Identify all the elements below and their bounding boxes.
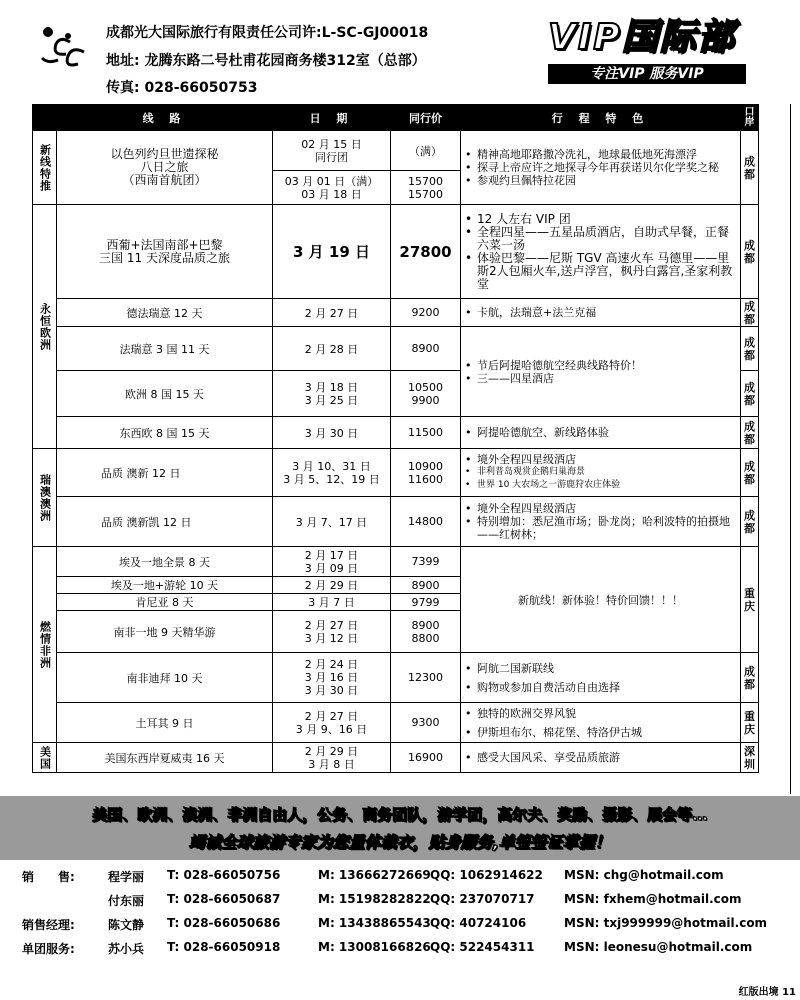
contact-name: 程学丽 <box>108 870 145 884</box>
contact-role: 单团服务: <box>22 942 75 956</box>
group-label: 燃情非洲 <box>33 547 57 743</box>
contact-msn: MSN: chg@hotmail.com <box>564 868 724 882</box>
company-logo-icon <box>38 20 98 72</box>
price-cell: 15700 15700 <box>391 171 461 205</box>
city-cell: 深圳 <box>741 743 759 773</box>
contact-tel: T: 028-66050918 <box>167 940 281 954</box>
date-cell: 02 月 15 日 同行团 <box>273 131 391 171</box>
group-label: 美国 <box>33 743 57 773</box>
route-cell: 以色列约旦世遗探秘 八日之旅 （西南首航团） <box>57 131 273 205</box>
route-cell: 法瑞意 3 国 11 天 <box>57 327 273 371</box>
contact-row <box>22 864 792 888</box>
price-cell: 8900 8800 <box>391 611 461 653</box>
price-cell: 16900 <box>391 743 461 773</box>
city-cell: 重庆 <box>741 547 759 653</box>
route-cell: 美国东西岸夏威夷 16 天 <box>57 743 273 773</box>
date-cell: 2 月 27 日 3 月 12 日 <box>273 611 391 653</box>
feature-cell: 新航线！新体验！特价回馈！！！ <box>461 547 741 653</box>
header-price: 同行价 <box>391 105 461 131</box>
price-cell: 10500 9900 <box>391 371 461 417</box>
contact-msn: MSN: fxhem@hotmail.com <box>564 892 742 906</box>
date-cell: 2 月 24 日 3 月 16 日 3 月 30 日 <box>273 653 391 703</box>
route-cell: 埃及一地全景 8 天 <box>57 547 273 577</box>
date-cell: 3 月 7、17 日 <box>273 497 391 547</box>
table-row <box>33 497 759 547</box>
price-cell: 9300 <box>391 703 461 743</box>
date-cell: 3 月 30 日 <box>273 417 391 449</box>
date-cell: 3 月 10、31 日 3 月 5、12、19 日 <box>273 449 391 497</box>
city-cell: 成都 <box>741 205 759 299</box>
feature-cell: • 12 人左右 VIP 团 • 全程四星——五星品质酒店，自助式早餐，正餐六菜一汤 • 体验巴黎——尼斯 TGV 高速火车 马德里——里斯2人包厢火车,送卢浮宫，枫丹白露宫,圣家利教堂 <box>461 205 741 299</box>
price-cell: 9200 <box>391 299 461 327</box>
feature-cell: • 境外全程四星级酒店 • 特别增加：悉尼渔市场；卧龙岗；哈利波特的拍摄地——红树林； <box>461 497 741 547</box>
route-cell: 南非一地 9 天精华游 <box>57 611 273 653</box>
table-row <box>33 703 759 743</box>
contact-name: 付东丽 <box>108 894 145 908</box>
city-cell: 成都 <box>741 327 759 371</box>
banner-services: 美国、欧洲、澳洲、非洲自由人，公务、商务团队，游学团，高尔夫、奖励、摄影、展会等… <box>92 806 708 824</box>
route-cell: 西葡+法国南部+巴黎 三国 11 天深度品质之旅 <box>57 205 273 299</box>
feature-cell: • 节后阿提哈德航空经典线路特价！ • 三——四星酒店 <box>461 327 741 417</box>
contact-tel: T: 028-66050686 <box>167 916 281 930</box>
company-name: 成都光大国际旅行有限责任公司许:L-SC-GJ00018 <box>106 25 429 41</box>
date-cell: 3 月 19 日 <box>273 205 391 299</box>
price-cell: 9799 <box>391 594 461 611</box>
banner-slogan: 竭诚全球旅游专家为您量体裁衣，贴身服务,单签签证掌握！ <box>188 833 612 852</box>
price-cell: 8900 <box>391 327 461 371</box>
feature-cell: • 感受大国风采、享受品质旅游 <box>461 743 741 773</box>
table-header-row <box>33 105 759 131</box>
table-row <box>33 205 759 299</box>
route-cell: 南非迪拜 10 天 <box>57 653 273 703</box>
table-row <box>33 131 759 171</box>
feature-cell: • 独特的欧洲交界风貌 • 伊斯坦布尔、棉花堡、特洛伊古城 <box>461 703 741 743</box>
route-cell: 埃及一地+游轮 10 天 <box>57 577 273 594</box>
city-cell: 成都 <box>741 131 759 205</box>
route-cell: 品质 澳新凯 12 日 <box>57 497 273 547</box>
header-city: 口岸 <box>741 105 759 131</box>
city-cell: 成都 <box>741 449 759 497</box>
contact-list <box>22 864 792 960</box>
contact-msn: MSN: leonesu@hotmail.com <box>564 940 753 954</box>
price-cell: 14800 <box>391 497 461 547</box>
date-cell: 2 月 27 日 3 月 9、16 日 <box>273 703 391 743</box>
feature-cell: • 卡航，法瑞意+法兰克福 <box>461 299 741 327</box>
route-cell: 东西欧 8 国 15 天 <box>57 417 273 449</box>
city-cell: 成都 <box>741 497 759 547</box>
contact-mobile: M: 15198282822 <box>318 892 431 906</box>
city-cell: 成都 <box>741 371 759 417</box>
table-row <box>33 417 759 449</box>
table-row <box>33 653 759 703</box>
contact-qq: QQ: 522454311 <box>430 940 535 954</box>
company-fax: 传真: 028-66050753 <box>106 80 258 96</box>
route-cell: 土耳其 9 日 <box>57 703 273 743</box>
route-cell: 肯尼亚 8 天 <box>57 594 273 611</box>
contact-role: 销售经理: <box>22 918 75 932</box>
contact-qq: QQ: 40724106 <box>430 916 527 930</box>
contact-name: 陈文静 <box>108 918 145 932</box>
feature-cell: • 阿提哈德航空、新线路体验 <box>461 417 741 449</box>
date-cell: 3 月 18 日 3 月 25 日 <box>273 371 391 417</box>
feature-cell: • 阿航二国新联线 • 购物或参加自费活动自由选择 <box>461 653 741 703</box>
group-label: 瑞澳澳洲 <box>33 449 57 547</box>
table-row <box>33 299 759 327</box>
price-cell: 12300 <box>391 653 461 703</box>
header <box>0 0 800 104</box>
header-route: 线 路 <box>57 105 273 131</box>
date-cell: 3 月 7 日 <box>273 594 391 611</box>
date-cell: 2 月 29 日 3 月 8 日 <box>273 743 391 773</box>
contact-row <box>22 936 792 960</box>
feature-cell: • 精神高地耶路撒冷洗礼，地球最低地死海漂浮 • 探寻上帝应许之地探寻今年再获诺贝尔化学奖之秘 • 参观约旦佩特拉花园 <box>461 131 741 205</box>
group-label: 永恒欧洲 <box>33 205 57 449</box>
price-cell: 11500 <box>391 417 461 449</box>
table-row <box>33 327 759 371</box>
vip-slogan: 专注VIP 服务VIP <box>548 64 746 84</box>
contact-row <box>22 912 792 936</box>
tour-table <box>32 104 759 773</box>
city-cell: 成都 <box>741 653 759 703</box>
contact-role: 销 售: <box>22 870 75 884</box>
contact-msn: MSN: txj999999@hotmail.com <box>564 916 768 930</box>
price-cell: 27800 <box>391 205 461 299</box>
header-group <box>33 105 57 131</box>
vip-title: VIP国际部 <box>548 17 736 58</box>
contact-mobile: M: 13008166826 <box>318 940 431 954</box>
price-cell: 8900 <box>391 577 461 594</box>
table-row <box>33 743 759 773</box>
contact-mobile: M: 13666272669 <box>318 868 431 882</box>
divider <box>790 104 791 794</box>
price-cell: 7399 <box>391 547 461 577</box>
header-feature: 行 程 特 色 <box>461 105 741 131</box>
contact-tel: T: 028-66050687 <box>167 892 281 906</box>
header-date: 日 期 <box>273 105 391 131</box>
group-label: 新线特推 <box>33 131 57 205</box>
contact-mobile: M: 13438865543 <box>318 916 431 930</box>
date-cell: 2 月 29 日 <box>273 577 391 594</box>
route-cell: 欧洲 8 国 15 天 <box>57 371 273 417</box>
contact-name: 苏小兵 <box>108 942 145 956</box>
date-cell: 2 月 28 日 <box>273 327 391 371</box>
service-banner <box>0 796 800 860</box>
contact-tel: T: 028-66050756 <box>167 868 281 882</box>
contact-qq: QQ: 237070717 <box>430 892 535 906</box>
date-cell: 03 月 01 日（满） 03 月 18 日 <box>273 171 391 205</box>
price-cell: （满） <box>391 131 461 171</box>
table-row <box>33 449 759 497</box>
route-cell: 德法瑞意 12 天 <box>57 299 273 327</box>
page-number: 红版出境 11 <box>738 987 796 998</box>
feature-cell: • 境外全程四星级酒店 • 非利普岛观赏企鹅归巢海景 • 世界 10 大农场之一游鹿狩农庄体验 <box>461 449 741 497</box>
date-cell: 2 月 27 日 <box>273 299 391 327</box>
contact-row <box>22 888 792 912</box>
date-cell: 2 月 17 日 3 月 09 日 <box>273 547 391 577</box>
city-cell: 成都 <box>741 417 759 449</box>
table-row <box>33 547 759 577</box>
city-cell: 成都 <box>741 299 759 327</box>
city-cell: 重庆 <box>741 703 759 743</box>
route-cell: 品质 澳新 12 日 <box>57 449 273 497</box>
company-address: 地址: 龙腾东路二号杜甫花园商务楼312室（总部） <box>106 53 426 69</box>
contact-qq: QQ: 1062914622 <box>430 868 543 882</box>
price-cell: 10900 11600 <box>391 449 461 497</box>
